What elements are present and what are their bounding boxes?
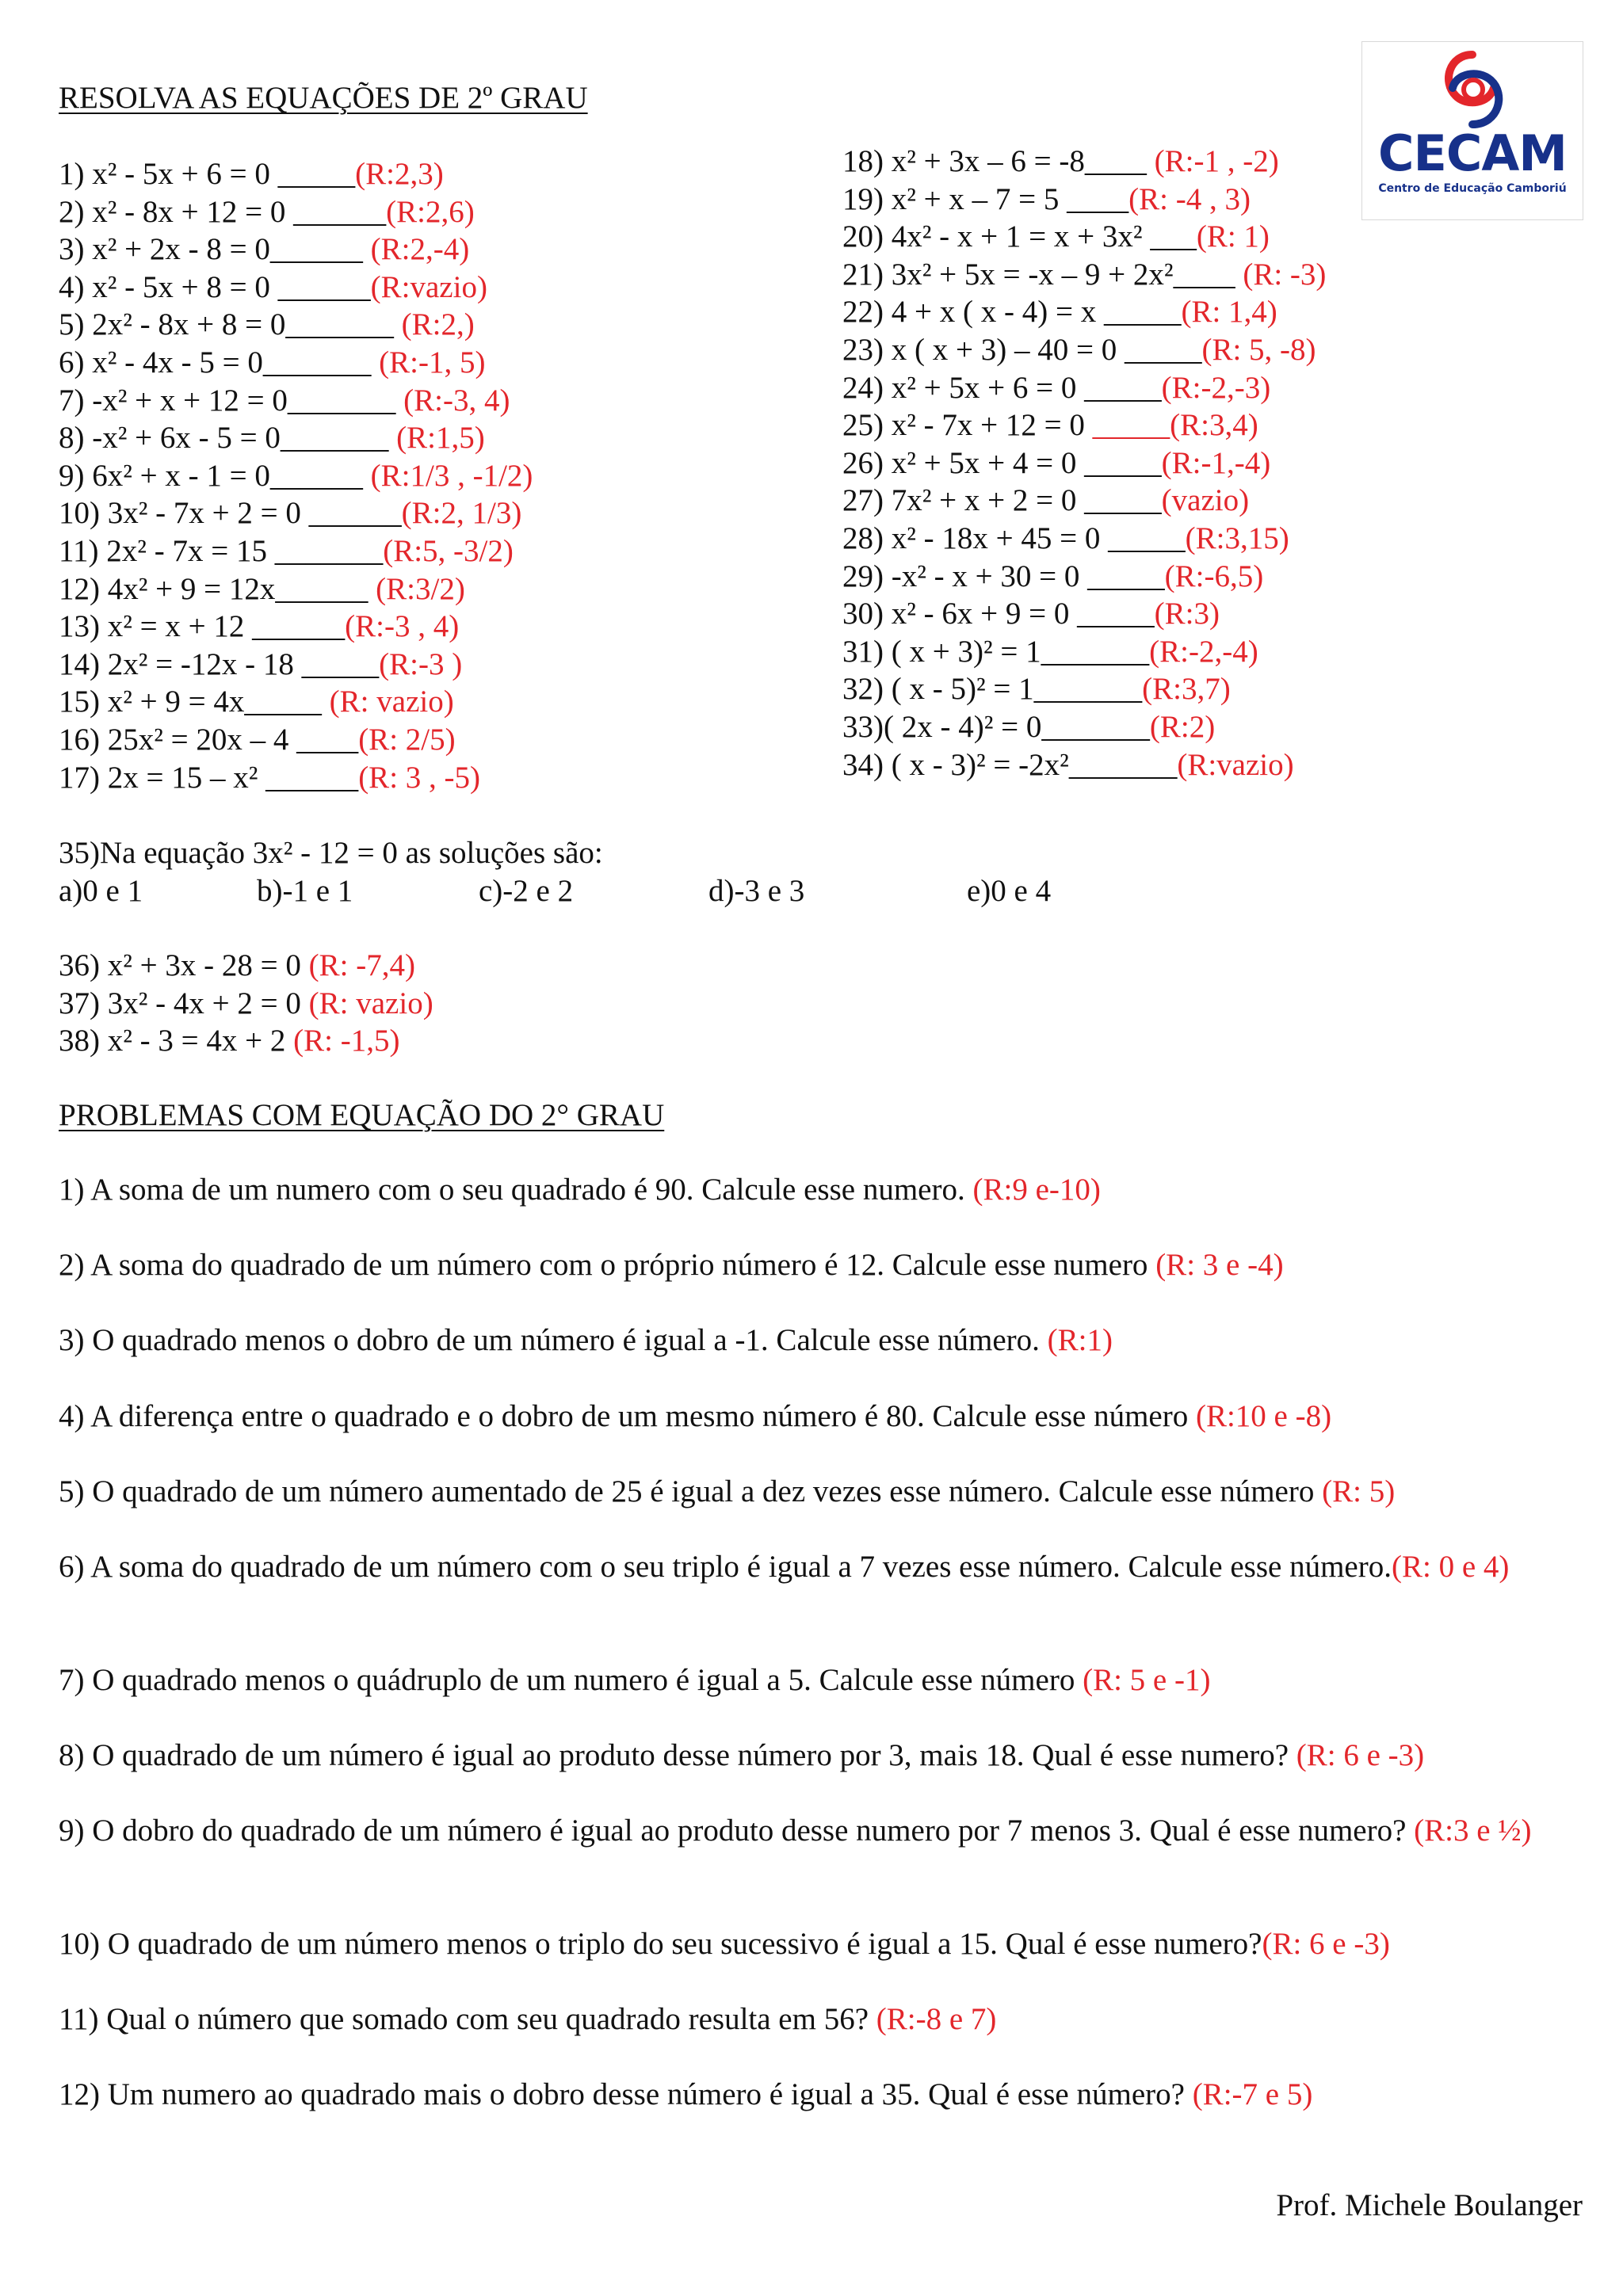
equation-text: 23) x ( x + 3) – 40 = 0 _____	[842, 332, 1202, 367]
equation-text: 20) 4x² - x + 1 = x + 3x² ___	[842, 219, 1197, 254]
problem-answer: (R: 5 e -1)	[1083, 1663, 1211, 1697]
equation-item	[59, 1022, 433, 1060]
equation-text: 3) x² + 2x - 8 = 0______	[59, 232, 371, 267]
equation-item	[59, 193, 533, 231]
answer-text: (R:2,6)	[386, 194, 475, 229]
cecam-logo	[1361, 41, 1583, 220]
equations-left-column	[59, 155, 533, 796]
equation-text: 2) x² - 8x + 12 = 0 ______	[59, 194, 387, 229]
answer-text: (R:2)	[1149, 709, 1216, 744]
problem-text: 6) A soma do quadrado de um número com o seu triplo é igual a 7 vezes esse número. Calcule esse número.	[59, 1550, 1392, 1584]
equation-item	[842, 633, 1326, 671]
equation-text: 14) 2x² = -12x - 18 _____	[59, 646, 380, 681]
problem-answer: (R:1)	[1047, 1323, 1113, 1357]
equation-text: 38) x² - 3 = 4x + 2	[59, 1024, 294, 1058]
equation-text: 30) x² - 6x + 9 = 0 _____	[842, 597, 1155, 631]
equation-text: 16) 25x² = 20x – 4 ____	[59, 722, 359, 757]
problem-item	[59, 2076, 1588, 2114]
answer-text: (R: 3 , -5)	[358, 760, 480, 795]
equation-item	[59, 608, 533, 646]
option-e: e)0 e 4	[967, 873, 1052, 908]
equation-text: 5) 2x² - 8x + 8 = 0_______	[59, 307, 402, 342]
equation-item	[842, 256, 1326, 294]
equation-text: 12) 4x² + 9 = 12x______	[59, 571, 376, 606]
cecam-swirl-icon	[1362, 42, 1583, 131]
equation-item	[842, 369, 1326, 407]
answer-text: (R: -7,4)	[308, 948, 415, 982]
equation-item	[842, 218, 1326, 256]
option-b: b)-1 e 1	[257, 873, 353, 908]
equation-item	[842, 520, 1326, 558]
answer-text: (R: 1)	[1196, 219, 1270, 254]
answer-text: (R:3,15)	[1185, 521, 1289, 555]
equation-text: 32) ( x - 5)² = 1_______	[842, 672, 1143, 707]
answer-text: (R: 2/5)	[358, 722, 456, 757]
problem-answer: (R: 6 e -3)	[1296, 1738, 1425, 1772]
equation-item	[842, 331, 1326, 369]
question-35	[59, 834, 1052, 910]
problem-item	[59, 1171, 1588, 1209]
equation-item	[842, 670, 1326, 708]
problem-text: 2) A soma do quadrado de um número com o próprio número é 12. Calcule esse numero	[59, 1248, 1156, 1282]
answer-text: (R: 1,4)	[1181, 295, 1277, 330]
problem-text: 5) O quadrado de um número aumentado de 25 é igual a dez vezes esse número. Calcule esse número	[59, 1474, 1323, 1508]
problem-text: 7) O quadrado menos o quádruplo de um numero é igual a 5. Calcule esse número	[59, 1663, 1083, 1697]
equation-item	[59, 457, 533, 495]
answer-text: (R:-2,-3)	[1161, 370, 1271, 405]
problem-text: 12) Um numero ao quadrado mais o dobro desse número é igual a 35. Qual é esse número?	[59, 2077, 1193, 2111]
equation-text: 26) x² + 5x + 4 = 0 _____	[842, 445, 1162, 480]
equation-item	[59, 306, 533, 344]
equation-text: 11) 2x² - 7x = 15 _______	[59, 533, 384, 568]
problem-item	[59, 1737, 1588, 1775]
answer-text: (R:-3, 4)	[403, 383, 510, 418]
equation-text: 36) x² + 3x - 28 = 0	[59, 948, 309, 982]
equation-item	[59, 646, 533, 684]
problem-answer: (R: 5)	[1322, 1474, 1396, 1508]
equation-item	[842, 143, 1326, 181]
equation-item	[59, 721, 533, 759]
equation-item	[842, 746, 1326, 784]
equation-item	[59, 155, 533, 193]
answer-text: (R:-1,-4)	[1161, 445, 1271, 480]
equation-text: 6) x² - 4x - 5 = 0_______	[59, 345, 380, 379]
problem-answer: (R: 0 e 4)	[1391, 1550, 1510, 1584]
equation-text: 25) x² - 7x + 12 = 0	[842, 408, 1093, 443]
problem-item	[59, 1925, 1588, 1963]
equation-text: 7) -x² + x + 12 = 0_______	[59, 383, 404, 418]
answer-text: (R: -3)	[1243, 257, 1327, 292]
answer-text: (R:2,3)	[355, 157, 444, 191]
equation-text: 37) 3x² - 4x + 2 = 0	[59, 986, 309, 1020]
problem-answer: (R:9 e-10)	[972, 1173, 1101, 1207]
equation-text: 22) 4 + x ( x - 4) = x _____	[842, 295, 1182, 330]
equation-text: 13) x² = x + 12 ______	[59, 609, 346, 644]
problem-item	[59, 1246, 1588, 1284]
logo-subtitle: Centro de Educação Camboriú	[1378, 182, 1567, 195]
answer-text: (R:-3 , 4)	[345, 609, 460, 644]
equation-text: 10) 3x² - 7x + 2 = 0 ______	[59, 496, 402, 531]
problem-text: 9) O dobro do quadrado de um número é igual ao produto desse numero por 7 menos 3. Qual é esse numero?	[59, 1814, 1415, 1848]
equation-text: 28) x² - 18x + 45 = 0 _____	[842, 521, 1186, 555]
problem-text: 1) A soma de um numero com o seu quadrado é 90. Calcule esse numero.	[59, 1173, 973, 1207]
equation-text: 8) -x² + 6x - 5 = 0_______	[59, 421, 397, 456]
question-35-text: 35)Na equação 3x² - 12 = 0 as soluções são:	[59, 836, 603, 870]
author-signature: Prof. Michele Boulanger	[1276, 2188, 1583, 2222]
equation-text: 34) ( x - 3)² = -2x²_______	[842, 747, 1178, 782]
equation-item	[842, 293, 1326, 331]
equation-text: 19) x² + x – 7 = 5 ____	[842, 181, 1129, 216]
equation-text: 9) 6x² + x - 1 = 0______	[59, 458, 371, 493]
answer-text: (R:1/3 , -1/2)	[370, 458, 533, 493]
equation-text: 1) x² - 5x + 6 = 0 _____	[59, 157, 356, 191]
equation-item	[842, 558, 1326, 596]
equation-item	[59, 683, 533, 721]
equation-text: 29) -x² - x + 30 = 0 _____	[842, 559, 1165, 593]
problem-answer: (R: 6 e -3)	[1262, 1927, 1390, 1961]
answer-text: (R:-3 )	[379, 646, 463, 681]
equation-item	[842, 444, 1326, 482]
problem-item	[59, 1812, 1588, 1850]
equation-text: 33)( 2x - 4)² = 0_______	[842, 709, 1150, 744]
answer-text: (R:-6,5)	[1164, 559, 1264, 593]
extra-equations	[59, 947, 433, 1060]
option-c: c)-2 e 2	[479, 873, 574, 908]
problem-item	[59, 1473, 1588, 1511]
answer-text: (R: vazio)	[308, 986, 433, 1020]
equations-right-column	[842, 143, 1326, 784]
problem-item	[59, 1548, 1588, 1586]
equation-item	[59, 494, 533, 532]
answer-text: (R: -4 , 3)	[1128, 181, 1251, 216]
equation-item	[842, 406, 1326, 444]
problem-text: 8) O quadrado de um número é igual ao produto desse número por 3, mais 18. Qual é esse numero?	[59, 1738, 1296, 1772]
equation-item	[842, 595, 1326, 633]
answer-text: (R:5, -3/2)	[383, 533, 514, 568]
answer-text: (R: -1,5)	[293, 1024, 400, 1058]
answer-text: (R:-1, 5)	[379, 345, 486, 379]
problem-text: 3) O quadrado menos o dobro de um número é igual a -1. Calcule esse número.	[59, 1323, 1048, 1357]
equation-item	[59, 419, 533, 457]
equation-item	[59, 269, 533, 307]
equation-item	[59, 231, 533, 269]
problem-text: 11) Qual o número que somado com seu quadrado resulta em 56?	[59, 2002, 876, 2036]
problem-text: 4) A diferença entre o quadrado e o dobro de um mesmo número é 80. Calcule esse número	[59, 1399, 1196, 1433]
problem-item	[59, 2000, 1588, 2039]
equation-item	[59, 570, 533, 608]
problem-answer: (R:-7 e 5)	[1192, 2077, 1313, 2111]
equation-item	[59, 382, 533, 420]
option-a: a)0 e 1	[59, 873, 143, 908]
equation-item	[842, 181, 1326, 219]
equation-text: 17) 2x = 15 – x² ______	[59, 760, 359, 795]
answer-text: (R:3,7)	[1142, 672, 1231, 707]
answer-text: (R:1,5)	[396, 421, 485, 456]
equation-item	[59, 985, 433, 1023]
equation-text: 21) 3x² + 5x = -x – 9 + 2x²____	[842, 257, 1243, 292]
equation-item	[842, 708, 1326, 746]
answer-text: (R:3)	[1154, 597, 1220, 631]
problem-text: 10) O quadrado de um número menos o triplo do seu sucessivo é igual a 15. Qual é esse numero?	[59, 1927, 1262, 1961]
problem-answer: (R:-8 e 7)	[876, 2002, 997, 2036]
answer-text: (R:vazio)	[1177, 747, 1294, 782]
answer-text: (R: vazio)	[329, 685, 454, 719]
answer-text: (R:3/2)	[376, 571, 465, 606]
problem-answer: (R:3 e ½)	[1414, 1814, 1532, 1848]
answer-text: (R:2, 1/3)	[401, 496, 522, 531]
problem-item	[59, 1398, 1588, 1436]
equation-text: 15) x² + 9 = 4x_____	[59, 685, 330, 719]
problem-item	[59, 1661, 1588, 1699]
option-d: d)-3 e 3	[708, 873, 805, 908]
answer-text: (vazio)	[1161, 483, 1250, 518]
logo-name: CECAM	[1377, 124, 1568, 182]
equation-item	[59, 947, 433, 985]
answer-text: (R:2,-4)	[370, 232, 470, 267]
question-35-options	[59, 872, 1052, 910]
problem-item	[59, 1322, 1588, 1360]
equation-text: 31) ( x + 3)² = 1_______	[842, 634, 1150, 669]
page-title: RESOLVA AS EQUAÇÕES DE 2º GRAU	[59, 81, 588, 115]
equation-item	[59, 532, 533, 570]
answer-text: (R:2,)	[401, 307, 475, 342]
equation-item	[59, 759, 533, 797]
answer-text: (R: 5, -8)	[1201, 332, 1316, 367]
problem-answer: (R:10 e -8)	[1195, 1399, 1332, 1433]
answer-text: (R:vazio)	[370, 269, 487, 304]
equation-text: 4) x² - 5x + 8 = 0 ______	[59, 269, 371, 304]
answer-text: (R:-1 , -2)	[1154, 144, 1279, 178]
equation-text: 27) 7x² + x + 2 = 0 _____	[842, 483, 1162, 518]
equation-text: 18) x² + 3x – 6 = -8____	[842, 144, 1155, 178]
equation-item	[842, 482, 1326, 520]
problems-title: PROBLEMAS COM EQUAÇÃO DO 2° GRAU	[59, 1098, 665, 1132]
answer-text: (R:-2,-4)	[1149, 634, 1258, 669]
answer-text: _____(R:3,4)	[1092, 408, 1258, 443]
equation-item	[59, 344, 533, 382]
problem-answer: (R: 3 e -4)	[1155, 1248, 1284, 1282]
equation-text: 24) x² + 5x + 6 = 0 _____	[842, 370, 1162, 405]
